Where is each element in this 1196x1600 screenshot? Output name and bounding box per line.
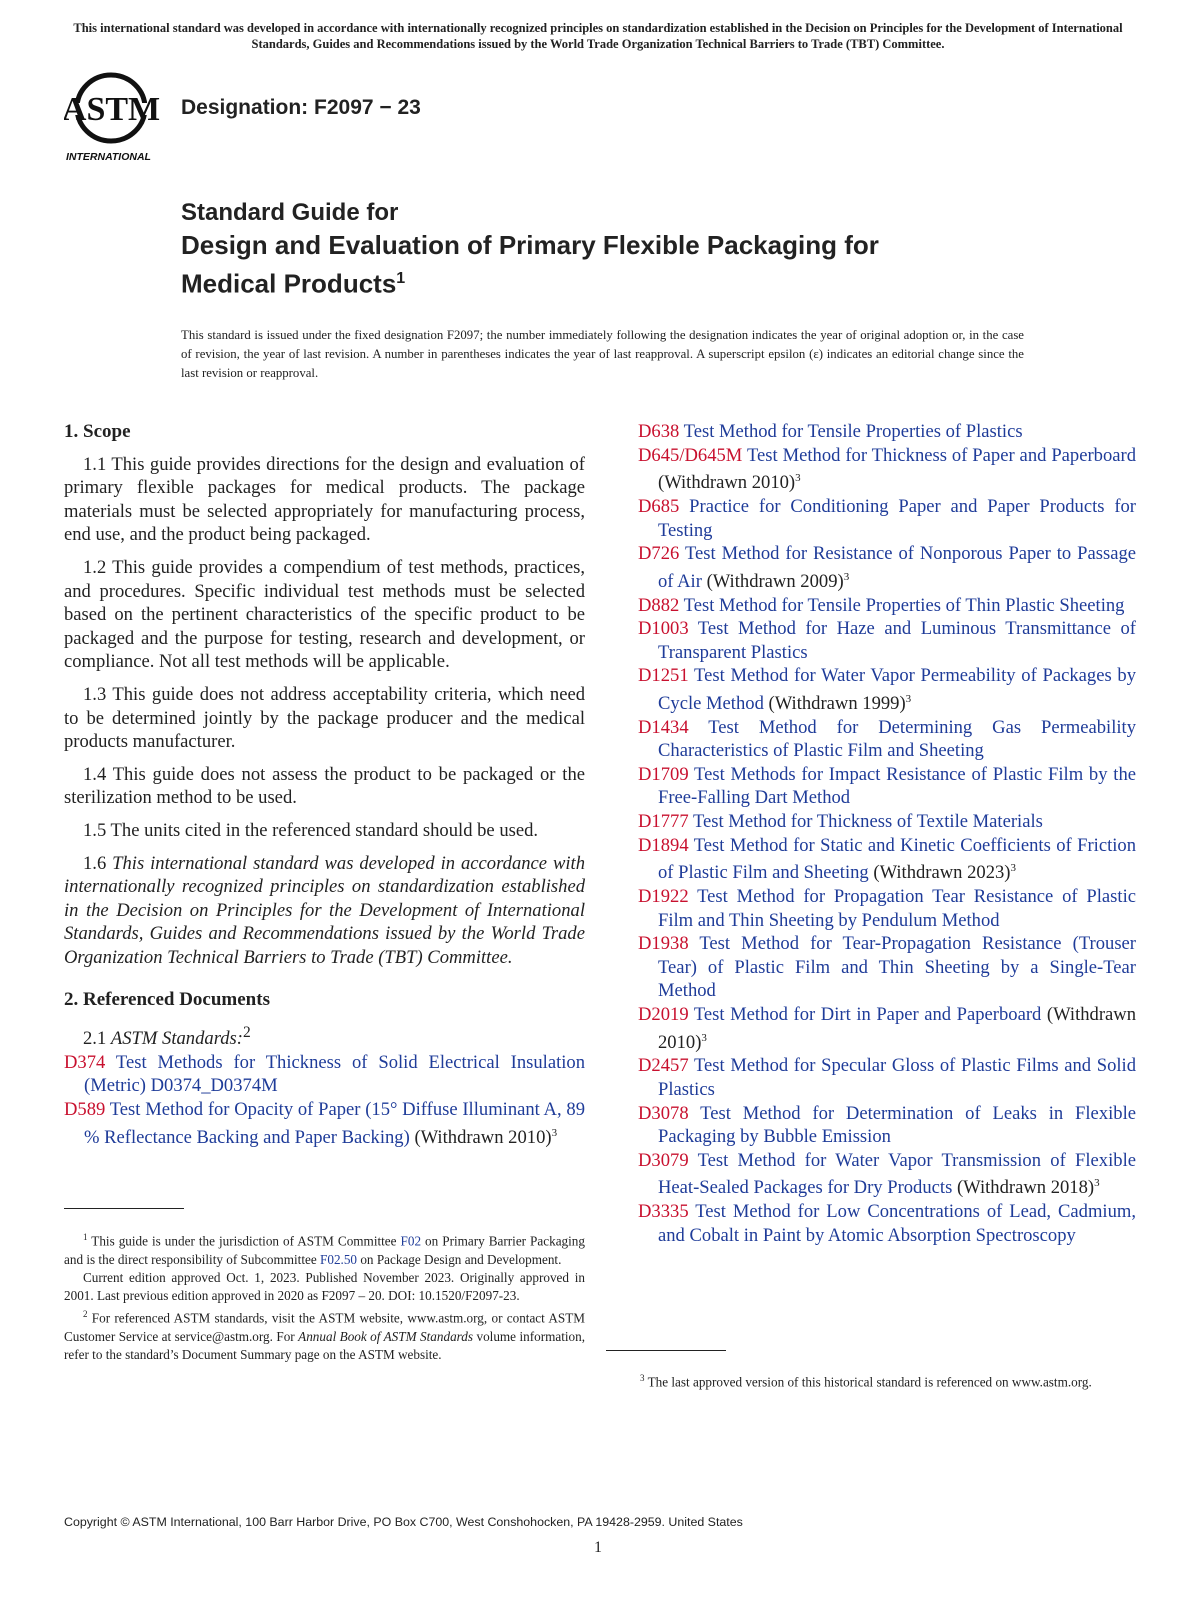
reference-title-link[interactable]: Test Method for Tensile Properties of Thin Plastic Sheeting [683, 594, 1125, 616]
reference-withdrawn-note: (Withdrawn 2018) [956, 1177, 1095, 1199]
reference-title-link[interactable]: Test Method for Water Vapor Transmission of Flexible Heat-Sealed Packages for Dry Products [658, 1149, 1136, 1199]
reference-footnote-mark: 3 [905, 692, 912, 705]
reference-title-link[interactable]: Test Method for Dirt in Paper and Paperboard [693, 1004, 1042, 1025]
footnote-1-text-b: on Primary Barrier Packaging and is the direct responsibility of Subcommittee [64, 1233, 585, 1267]
subcommittee-link[interactable]: F02.50 [320, 1251, 358, 1267]
reference-code-link[interactable]: D2457 [638, 1055, 689, 1077]
reference-item [638, 420, 1136, 444]
astm-standards-number: 2.1 [83, 1028, 107, 1050]
reference-item [638, 444, 1136, 495]
reference-code-link[interactable]: D726 [638, 543, 680, 565]
reference-code-link[interactable]: D638 [638, 421, 680, 442]
reference-code-link[interactable]: D1894 [638, 834, 689, 856]
reference-item [638, 810, 1136, 834]
reference-footnote-mark: 3 [795, 472, 801, 485]
reference-withdrawn-note: (Withdrawn 2010) [414, 1126, 552, 1148]
reference-code-link[interactable]: D1251 [638, 665, 689, 687]
reference-withdrawn-note: (Withdrawn 2010) [658, 472, 796, 494]
reference-code-link[interactable]: D1003 [638, 618, 689, 640]
footnotes-right [621, 1369, 1136, 1392]
reference-item [638, 617, 1136, 664]
astm-standards-subhead [83, 1021, 585, 1051]
reference-title-link[interactable]: Test Method for Determining Gas Permeability Characteristics of Plastic Film and Sheeting [658, 716, 1136, 762]
scope-para-1-6-number: 1.6 [83, 852, 107, 874]
title-line-2: Design and Evaluation of Primary Flexible Packaging for [181, 230, 879, 260]
reference-item [638, 495, 1136, 542]
reference-code-link[interactable]: D645/D645M [638, 444, 743, 466]
reference-code-link[interactable]: D882 [638, 594, 680, 616]
right-column [638, 420, 1136, 1247]
copyright: Copyright © ASTM International, 100 Barr Harbor Drive, PO Box C700, West Conshohocken, PA 19428-2959. United States [64, 1515, 743, 1529]
footnote-3-mark: 3 [640, 1373, 645, 1383]
footnote-3-text: The last approved version of this historical standard is referenced on www.astm.org. [647, 1374, 1092, 1390]
reference-item [638, 1149, 1136, 1200]
reference-code-link[interactable]: D1938 [638, 933, 689, 955]
reference-title-link[interactable]: Test Method for Resistance of Nonporous Paper to Passage of Air [658, 543, 1137, 592]
reference-item [638, 594, 1136, 618]
scope-para-1-4: 1.4 This guide does not assess the product to be packaged or the sterilization method to be used. [64, 763, 585, 809]
reference-item [638, 716, 1136, 763]
reference-title-link[interactable]: Test Method for Tensile Properties of Plastics [683, 421, 1023, 442]
reference-item [638, 932, 1136, 1003]
astm-logo [64, 70, 168, 166]
reference-title-link[interactable]: Test Method for Thickness of Textile Materials [692, 811, 1043, 833]
logo-sub: INTERNATIONAL [66, 151, 151, 163]
footnote-2-text-b: volume information, refer to the standard’s Document Summary page on the ASTM website. [64, 1328, 586, 1362]
reference-list-right [638, 420, 1136, 1247]
reference-title-link[interactable]: Test Methods for Impact Resistance of Plastic Film by the Free-Falling Dart Method [658, 763, 1136, 809]
title-line-3-text: Medical Products [181, 268, 397, 299]
reference-item [638, 885, 1136, 932]
footnote-1-mark: 1 [83, 1232, 88, 1242]
footnote-2 [64, 1305, 585, 1364]
title-block [181, 196, 1081, 301]
scope-para-1-1: 1.1 This guide provides directions for the design and evaluation of primary flexible packages for medical products. The package materials must be selected appropriately for manufacturing process, end use, and the product being packaged. [64, 453, 585, 546]
footnote-rule-left [64, 1208, 184, 1209]
reference-code-link[interactable]: D1434 [638, 716, 689, 738]
reference-code-link[interactable]: D3078 [638, 1102, 689, 1124]
reference-footnote-mark: 3 [1010, 862, 1016, 875]
footnote-1 [64, 1228, 585, 1269]
astm-standards-label: ASTM Standards: [110, 1028, 243, 1050]
reference-title-link[interactable]: Test Method for Water Vapor Permeability of Packages by Cycle Method [658, 665, 1136, 715]
scope-para-1-5: 1.5 The units cited in the referenced standard should be used. [83, 819, 539, 841]
reference-list-left [64, 1051, 585, 1150]
reference-title-link[interactable]: Test Method for Opacity of Paper (15° Diffuse Illuminant A, 89 % Reflectance Backing and Paper Backing) [84, 1099, 585, 1148]
reference-withdrawn-note: (Withdrawn 1999) [768, 693, 906, 715]
title-line-3 [181, 262, 1081, 301]
reference-item [638, 1102, 1136, 1149]
astm-logo-icon [64, 70, 168, 166]
footnote-2-book-title: Annual Book of ASTM Standards [298, 1328, 474, 1344]
scope-para-1-6-text: This international standard was developed in accordance with internationally recognized principles on standardization established in the Decision on Principles for the Development of International Standards, Guides and Recommendations issued by the World Trade Organization Technical Barriers to Trade (TBT) Committee. [64, 852, 585, 968]
reference-withdrawn-note: (Withdrawn 2009) [706, 570, 844, 592]
designation: Designation: F2097 − 23 [181, 96, 421, 119]
scope-para-1-3: 1.3 This guide does not address acceptability criteria, which need to be determined jointly by the package producer and the medical products manufacturer. [64, 683, 585, 753]
reference-item [638, 1003, 1136, 1054]
reference-item [638, 763, 1136, 810]
reference-code-link[interactable]: D1922 [638, 886, 689, 908]
reference-item [638, 834, 1136, 885]
reference-code-link[interactable]: D2019 [638, 1004, 689, 1025]
page-number: 1 [594, 1539, 602, 1556]
reference-footnote-mark: 3 [843, 570, 850, 583]
reference-title-link[interactable]: Test Method for Static and Kinetic Coefficients of Friction of Plastic Film and Sheeting [658, 834, 1137, 884]
reference-title-link[interactable]: Test Method for Propagation Tear Resistance of Plastic Film and Thin Sheeting by Pendulum Method [658, 886, 1137, 931]
footnote-2-text-a: For referenced ASTM standards, visit the ASTM website, www.astm.org, or contact ASTM Customer Service at service@astm.org. For [64, 1310, 586, 1344]
left-column [64, 420, 585, 1149]
reference-withdrawn-note: (Withdrawn 2010) [658, 1004, 1137, 1053]
footnote-rule-right [606, 1350, 726, 1351]
reference-title-link[interactable]: Test Method for Haze and Luminous Transmittance of Transparent Plastics [658, 618, 1136, 663]
reference-code-link[interactable]: D3335 [638, 1201, 689, 1223]
reference-withdrawn-note: (Withdrawn 2023) [873, 862, 1011, 884]
reference-code-link[interactable]: D1709 [638, 763, 689, 785]
reference-title-link[interactable]: Test Method for Low Concentrations of Lead, Cadmium, and Cobalt in Paint by Atomic Absorption Spectroscopy [658, 1201, 1136, 1246]
top-notice: This international standard was developed in accordance with internationally recognized principles on standardization established in the Decision on Principles for the Development of International Standards, Guides and Recommendations issued by the World Trade Organization Technical Barriers to Trade (TBT) Committee. [73, 21, 1123, 51]
committee-link[interactable]: F02 [400, 1233, 422, 1249]
reference-code-link[interactable]: D685 [638, 495, 680, 517]
reference-footnote-mark: 3 [551, 1126, 558, 1139]
reference-item [638, 1054, 1136, 1101]
footnote-2-mark: 2 [83, 1309, 88, 1320]
reference-code-link[interactable]: D374 [64, 1051, 106, 1073]
reference-title-link[interactable]: Test Method for Determination of Leaks in Flexible Packaging by Bubble Emission [658, 1102, 1136, 1148]
footnote-3 [621, 1369, 1136, 1392]
footnote-1-text-c: on Package Design and Development. [360, 1251, 562, 1267]
footnotes-left [64, 1228, 585, 1364]
scope-para-1-6 [64, 852, 585, 970]
issuance-note: This standard is issued under the fixed designation F2097; the number immediately following the designation indicates the year of original adoption or, in the case of revision, the year of last revision. A number in parentheses indicates the year of last reapproval. A superscript epsilon (ε) indicates an editorial change since the last revision or reapproval. [181, 328, 1024, 380]
reference-item [64, 1051, 585, 1098]
reference-title-link[interactable]: Practice for Conditioning Paper and Paper Products for Testing [658, 495, 1136, 541]
astm-standards-mark: 2 [242, 1024, 251, 1042]
reference-footnote-mark: 3 [1094, 1177, 1100, 1190]
footnote-1-text-a: This guide is under the jurisdiction of ASTM Committee [91, 1233, 397, 1249]
reference-title-link[interactable]: Test Method for Tear-Propagation Resistance (Trouser Tear) of Plastic Film and Thin Sheeting by a Single-Tear Method [658, 933, 1136, 1002]
reference-code-link[interactable]: D3079 [638, 1149, 689, 1171]
reference-item [638, 1200, 1136, 1247]
reference-code-link[interactable]: D589 [64, 1099, 106, 1121]
reference-title-link[interactable]: Test Method for Thickness of Paper and Paperboard [746, 444, 1136, 466]
reference-item [638, 664, 1136, 715]
reference-title-link[interactable]: Test Methods for Thickness of Solid Electrical Insulation (Metric) D0374_D0374M [84, 1051, 585, 1097]
title-line-1: Standard Guide for [181, 199, 399, 226]
reference-code-link[interactable]: D1777 [638, 811, 689, 833]
refdocs-heading: 2. Referenced Documents [64, 989, 270, 1011]
scope-para-1-2: 1.2 This guide provides a compendium of test methods, practices, and procedures. Specific individual test methods must be selected based on the pertinent characteristics of the specific product to be packaged and the purpose for testing, research and development, or compliance. Not all test methods will be applicable. [64, 556, 585, 673]
logo-text: ASTM [64, 91, 161, 128]
reference-item [64, 1098, 585, 1149]
reference-title-link[interactable]: Test Method for Specular Gloss of Plastic Films and Solid Plastics [658, 1055, 1137, 1100]
footnote-1-edition: Current edition approved Oct. 1, 2023. Published November 2023. Originally approved in 2001. Last previous edition approved in 2020 as F2097 – 20. DOI: 10.1520/F2097-23. [64, 1269, 585, 1303]
scope-heading: 1. Scope [64, 421, 131, 442]
title-footnote-mark: 1 [396, 270, 406, 287]
reference-footnote-mark: 3 [701, 1031, 707, 1044]
reference-item [638, 542, 1136, 593]
